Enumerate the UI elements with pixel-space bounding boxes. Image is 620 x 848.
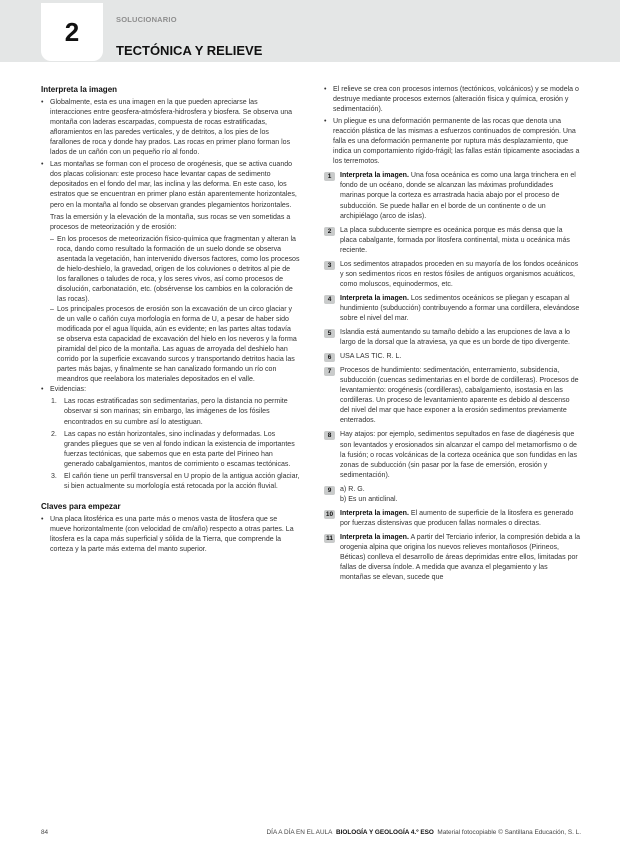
answer-9: 9 a) R. G. b) Es un anticlinal.	[324, 485, 580, 505]
answer-5: 5 Islandia está aumentando su tamaño debido a las erupciones de lava a lo largo de la dorsal que la atraviesa, ya que es un borde de tipo divergente.	[324, 328, 580, 348]
paragraph: • Las montañas se forman con el proceso de orogénesis, que se activa cuando dos placas colisionan: este proceso hace levantar capas de sedimento depositados en el fondo del mar, las inclina y las deforma. En este caso, los estratos que se encuentran en primer plano están aparentemente horizontales, pero en la montaña al fondo se observan grandes plegamientos horizontales.	[41, 160, 300, 210]
heading-interpreta: Interpreta la imagen	[41, 85, 118, 94]
answer-10: 10 Interpreta la imagen. El aumento de superficie de la litosfera es generado por fuerzas distensivas que producen fallas normales o directas.	[325, 509, 574, 527]
answer-7: 7 Procesos de hundimiento: sedimentación, enterramiento, subsidencia, subducción (cuencas sedimentarias en el borde de cordilleras). Procesos de levantamiento: orogénesis (cordilleras), cabalgamiento, isostasia en las cordilleras. Un proceso de levantamiento aparente es debido al descenso del nivel del mar que hace exponer a la erosión sedimentos previamente enterrados.	[324, 366, 580, 426]
list-item: – Los principales procesos de erosión son la excavación de un circo glaciar y de un valle o cañón cuya morfología en forma de U, a pesar de haber sido modificada por el agua líquida, aún es evidente; en las partes altas todavía se observa esta capacidad de excavación del hielo en los neveros y la forma piramidal del pico de la montaña. Las aguas de arroyada del deshielo han corrido por la superficie excavando surcos y transportando detritos hacia las partes más bajas, y finalmente se han canalizado formando un río con meandros que reelabora los materiales depositados en el valle.	[41, 305, 300, 385]
paragraph: • El relieve se crea con procesos internos (tectónicos, volcánicos) y se modela o destruye mediante procesos externos (alteración física y química, erosión y sedimentación).	[324, 85, 580, 115]
left-column	[41, 85, 300, 557]
paragraph: • Evidencias:	[41, 385, 300, 395]
list-item: 1. Las rocas estratificadas son sedimentarias, pero la distancia no permite observar si son marinas; sin embargo, las imágenes de los fósiles encontrados en su cumbre así lo atestiguan.	[51, 398, 288, 426]
footer-credits: DÍA A DÍA EN EL AULA BIOLOGÍA Y GEOLOGÍA 4.º ESO Material fotocopiable © Santillana Educación, S. L.	[266, 829, 581, 836]
answer-3: 3 Los sedimentos atrapados proceden en su mayoría de los fondos oceánicos y son sedimentos ricos en restos fósiles de antiguos organismos acuáticos, como moluscos, equinodermos, etc.	[324, 260, 580, 290]
answer-6: 6 USA LAS TIC. R. L.	[324, 352, 580, 362]
paragraph: Tras la emersión y la elevación de la montaña, sus rocas se ven sometidas a procesos de meteorización y de erosión:	[50, 213, 291, 231]
paragraph: • Un pliegue es una deformación permanente de las rocas que denota una reacción plástica de las mismas a esfuerzos continuados de compresión. Una falla es una deformación permanente por ruptura más desplazamiento, que indica un comportamiento rígido-frágil; las fallas están típicamente asociadas a los terremotos.	[324, 117, 580, 167]
answer-1: 1 Interpreta la imagen. Una fosa oceánica es como una larga trinchera en el fondo de un océano, donde se alcanzan las máximas profundidades marinas porque la corteza es arrastrada hacia abajo por el proceso de subducción. Se puede hallar en el borde de un continente o de un archipiélago (arco de islas).	[324, 171, 580, 221]
answer-11: 11 Interpreta la imagen. A partir del Terciario inferior, la compresión debida a la orogenia alpina que origina los nuevos relieves montañosos (Pirineos, Béticas) conlleva el desarrollo de áreas deprimidas entre ellos, limitadas por fallas de diversa índole. A medida que avanza el plegamiento y las montañas se elevan, sucede que	[324, 533, 580, 583]
right-column	[324, 85, 580, 587]
heading-claves: Claves para empezar	[41, 501, 121, 511]
list-item: 2. Las capas no están horizontales, sino inclinadas y deformadas. Los grandes pliegues que se ven al fondo indican la existencia de importantes fuerzas tectónicas, que sabemos que en esta parte del Pirineo han generado cabalgamientos, mantos de corrimiento o escamas tectónicas.	[51, 430, 295, 468]
paragraph: • Globalmente, esta es una imagen en la que pueden apreciarse las interacciones entre geosfera-atmósfera-hidrosfera y biosfera. Se observa una montaña con laderas escarpadas, compuesta de rocas estratificadas, afloramientos en las paredes verticales, y de detritos, a los pies de los farallones de roca y donde hay prados. Las rocas en primer plano forman los lados de un cañón con un pequeño río al fondo.	[41, 98, 300, 158]
answer-8: 8 Hay atajos: por ejemplo, sedimentos sepultados en fase de diagénesis que son levantados y erosionados sin alcanzar el campo del metamorfismo o de la fusión; o rocas volcánicas de la corteza oceánica que son fundidas en las zonas de subducción (sin pasar por la fase de emersión, erosión y sedimentación).	[324, 430, 580, 480]
answer-2: 2 La placa subducente siempre es oceánica porque es más densa que la placa cabalgante, formada por litosfera continental, mixta u oceánica más reciente.	[324, 226, 580, 256]
paragraph: • Una placa litosférica es una parte más o menos vasta de litosfera que se mueve horizontalmente (con velocidad de cm/año) respecto a otras partes. La litosfera es la capa más superficial y sólida de la Tierra, que comprende la corteza y la parte más externa del manto superior.	[41, 515, 300, 555]
chapter-number: 2	[41, 3, 103, 61]
list-item: – En los procesos de meteorización físico-química que fragmentan y alteran la roca, dando como resultado la formación de un suelo donde se observa asentada la vegetación, han intervenido diversos factores, como los procesos de hielo-deshielo, la gravedad, origen de los coluviones o detritos al pie de los farallones o taludes de roca, y los seres vivos, así como procesos de disolución, carbonatación, etc. (obsérvense los cambios en la coloración de las rocas).	[41, 235, 300, 305]
section-label: SOLUCIONARIO	[116, 15, 177, 24]
page-title: TECTÓNICA Y RELIEVE	[116, 43, 263, 58]
page-number: 84	[41, 829, 49, 836]
list-item: 3. El cañón tiene un perfil transversal en U propio de la antigua acción glaciar, si bien actualmente su morfología está retocada por la acción fluvial.	[51, 472, 300, 490]
answer-4: 4 Interpreta la imagen. Los sedimentos oceánicos se pliegan y escapan al hundimiento (subducción) contribuyendo a formar una cordillera, elevándose sobre el nivel del mar.	[324, 294, 580, 324]
